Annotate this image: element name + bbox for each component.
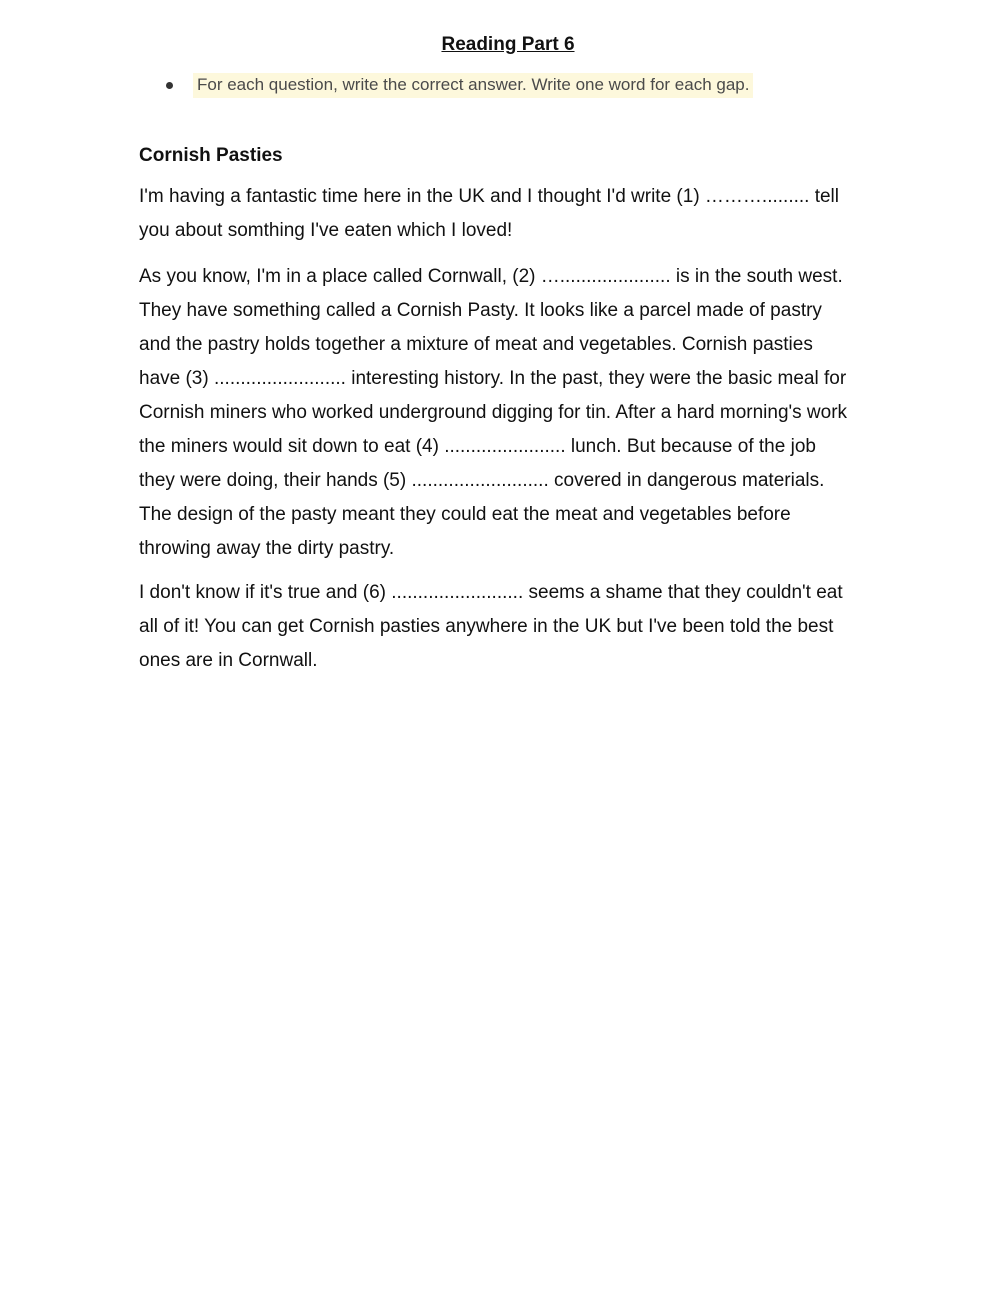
paragraph-line: ones are in Cornwall. [139,650,318,671]
paragraph-1 [139,180,879,248]
paragraph-line: They have something called a Cornish Pasty. It looks like a parcel made of pastry [139,300,822,321]
paragraph-line: all of it! You can get Cornish pasties anywhere in the UK but I've been told the best [139,616,834,637]
instruction-item [166,73,753,98]
instruction-text: For each question, write the correct answer. Write one word for each gap. [193,73,753,98]
page-title: Reading Part 6 [441,34,575,55]
paragraph-line: they were doing, their hands (5) .......................... covered in dangerous materials. [139,470,825,491]
bullet-icon [166,82,173,89]
paragraph-line: I'm having a fantastic time here in the UK and I thought I'd write (1) ………......... tell [139,186,840,207]
paragraph-line: The design of the pasty meant they could eat the meat and vegetables before [139,504,791,525]
paragraph-2 [139,260,879,566]
paragraph-line: you about somthing I've eaten which I loved! [139,220,513,241]
paragraph-line: As you know, I'm in a place called Cornwall, (2) …..................... is in the south west. [139,266,843,287]
paragraph-line: have (3) ......................... interesting history. In the past, they were the basic meal for [139,368,847,389]
paragraph-line: I don't know if it's true and (6) ......................... seems a shame that they couldn't eat [139,582,843,603]
paragraph-line: the miners would sit down to eat (4) ....................... lunch. But because of the job [139,436,816,457]
paragraph-line: throwing away the dirty pastry. [139,538,395,559]
paragraph-line: and the pastry holds together a mixture of meat and vegetables. Cornish pasties [139,334,813,355]
paragraph-line: Cornish miners who worked underground digging for tin. After a hard morning's work [139,402,848,423]
passage-heading: Cornish Pasties [139,145,283,166]
paragraph-3 [139,576,879,678]
